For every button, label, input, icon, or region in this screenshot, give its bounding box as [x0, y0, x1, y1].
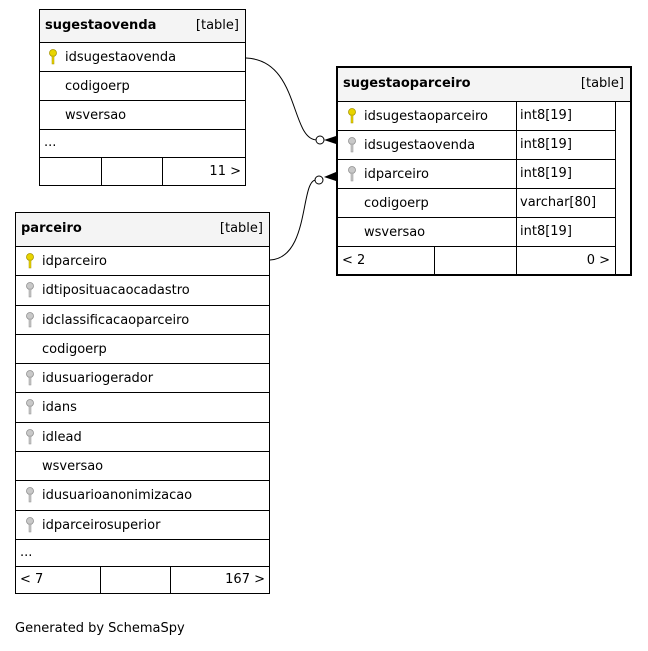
column-name: idparceirosuperior — [42, 518, 161, 533]
column-row[interactable] — [338, 131, 616, 160]
foreign-key-icon — [25, 399, 35, 415]
column-row[interactable] — [16, 247, 269, 276]
column-name: idparceiro — [364, 167, 429, 182]
generated-by-label: Generated by SchemaSpy — [15, 621, 185, 636]
footer-divider — [162, 158, 163, 185]
column-name: wsversao — [364, 225, 426, 240]
column-row[interactable] — [16, 423, 269, 452]
table-name: sugestaoparceiro — [343, 76, 471, 91]
column-row[interactable] — [16, 481, 269, 511]
column-row[interactable] — [338, 189, 616, 218]
column-row[interactable] — [338, 218, 616, 247]
table-type: [table] — [195, 18, 239, 33]
column-row[interactable] — [16, 335, 269, 364]
column-row[interactable] — [16, 393, 269, 423]
more-columns: ... — [20, 545, 33, 560]
column-name: idsugestaovenda — [65, 50, 177, 65]
column-name: codigoerp — [65, 79, 130, 94]
more-columns-row[interactable] — [40, 130, 245, 158]
column-name: idsugestaoparceiro — [364, 109, 488, 124]
table-type: [table] — [219, 221, 263, 236]
table-header — [338, 68, 630, 102]
column-row[interactable] — [16, 364, 269, 393]
column-name: codigoerp — [364, 196, 429, 211]
more-columns-row[interactable] — [16, 540, 269, 567]
edge-arrowhead — [324, 136, 336, 144]
column-row[interactable] — [338, 102, 616, 131]
children-count[interactable]: 167 > — [225, 572, 265, 587]
column-name: idlead — [42, 430, 82, 445]
foreign-key-icon — [25, 370, 35, 386]
column-row[interactable] — [338, 160, 616, 189]
foreign-key-icon — [347, 166, 357, 182]
column-name: idans — [42, 400, 77, 415]
column-row[interactable] — [16, 452, 269, 481]
column-name: idusuarioanonimizacao — [42, 488, 193, 503]
column-name: codigoerp — [42, 342, 107, 357]
table-name: sugestaovenda — [45, 18, 157, 33]
table-name: parceiro — [21, 221, 82, 236]
footer-divider — [434, 247, 435, 274]
table-header — [16, 213, 269, 247]
column-name: idsugestaovenda — [364, 138, 476, 153]
column-name: idusuariogerador — [42, 371, 154, 386]
foreign-key-icon — [25, 517, 35, 533]
column-name: wsversao — [65, 108, 127, 123]
column-row[interactable] — [40, 43, 245, 72]
footer-divider — [101, 158, 102, 185]
column-type: int8[19] — [520, 108, 572, 123]
column-row[interactable] — [16, 306, 269, 335]
column-name: idclassificacaoparceiro — [42, 313, 190, 328]
parents-count[interactable]: < 2 — [342, 253, 366, 268]
more-columns: ... — [44, 135, 57, 150]
column-name: idparceiro — [42, 254, 107, 269]
edge-optional-marker — [316, 136, 324, 144]
foreign-key-icon — [25, 312, 35, 328]
column-row[interactable] — [16, 511, 269, 540]
primary-key-icon — [25, 253, 35, 269]
table-sugestaovenda[interactable] — [39, 9, 246, 186]
table-header — [40, 10, 245, 43]
table-type: [table] — [580, 76, 624, 91]
primary-key-icon — [48, 49, 58, 65]
foreign-key-icon — [25, 429, 35, 445]
footer-divider — [516, 247, 517, 274]
table-parceiro[interactable] — [15, 212, 270, 594]
scroll-gutter-divider — [615, 102, 616, 274]
column-row[interactable] — [16, 276, 269, 306]
foreign-key-icon — [347, 137, 357, 153]
edge-sugestaovenda-to-sugestaoparceiro — [246, 58, 317, 140]
column-name: wsversao — [42, 459, 104, 474]
foreign-key-icon — [25, 487, 35, 503]
parents-count[interactable]: < 7 — [20, 572, 44, 587]
type-column-divider — [516, 102, 517, 247]
column-type: int8[19] — [520, 137, 572, 152]
column-type: int8[19] — [520, 224, 572, 239]
edge-optional-marker — [315, 176, 323, 184]
table-sugestaoparceiro[interactable] — [336, 66, 632, 276]
primary-key-icon — [347, 108, 357, 124]
foreign-key-icon — [25, 282, 35, 298]
column-row[interactable] — [40, 72, 245, 101]
column-row[interactable] — [40, 101, 245, 130]
column-name: idtiposituacaocadastro — [42, 283, 190, 298]
children-count[interactable]: 11 > — [209, 164, 241, 179]
column-type: varchar[80] — [520, 195, 597, 210]
column-type: int8[19] — [520, 166, 572, 181]
edge-arrowhead — [324, 172, 336, 181]
children-count[interactable]: 0 > — [586, 253, 610, 268]
footer-divider — [170, 567, 171, 593]
footer-divider — [100, 567, 101, 593]
edge-parceiro-to-sugestaoparceiro — [270, 180, 316, 260]
